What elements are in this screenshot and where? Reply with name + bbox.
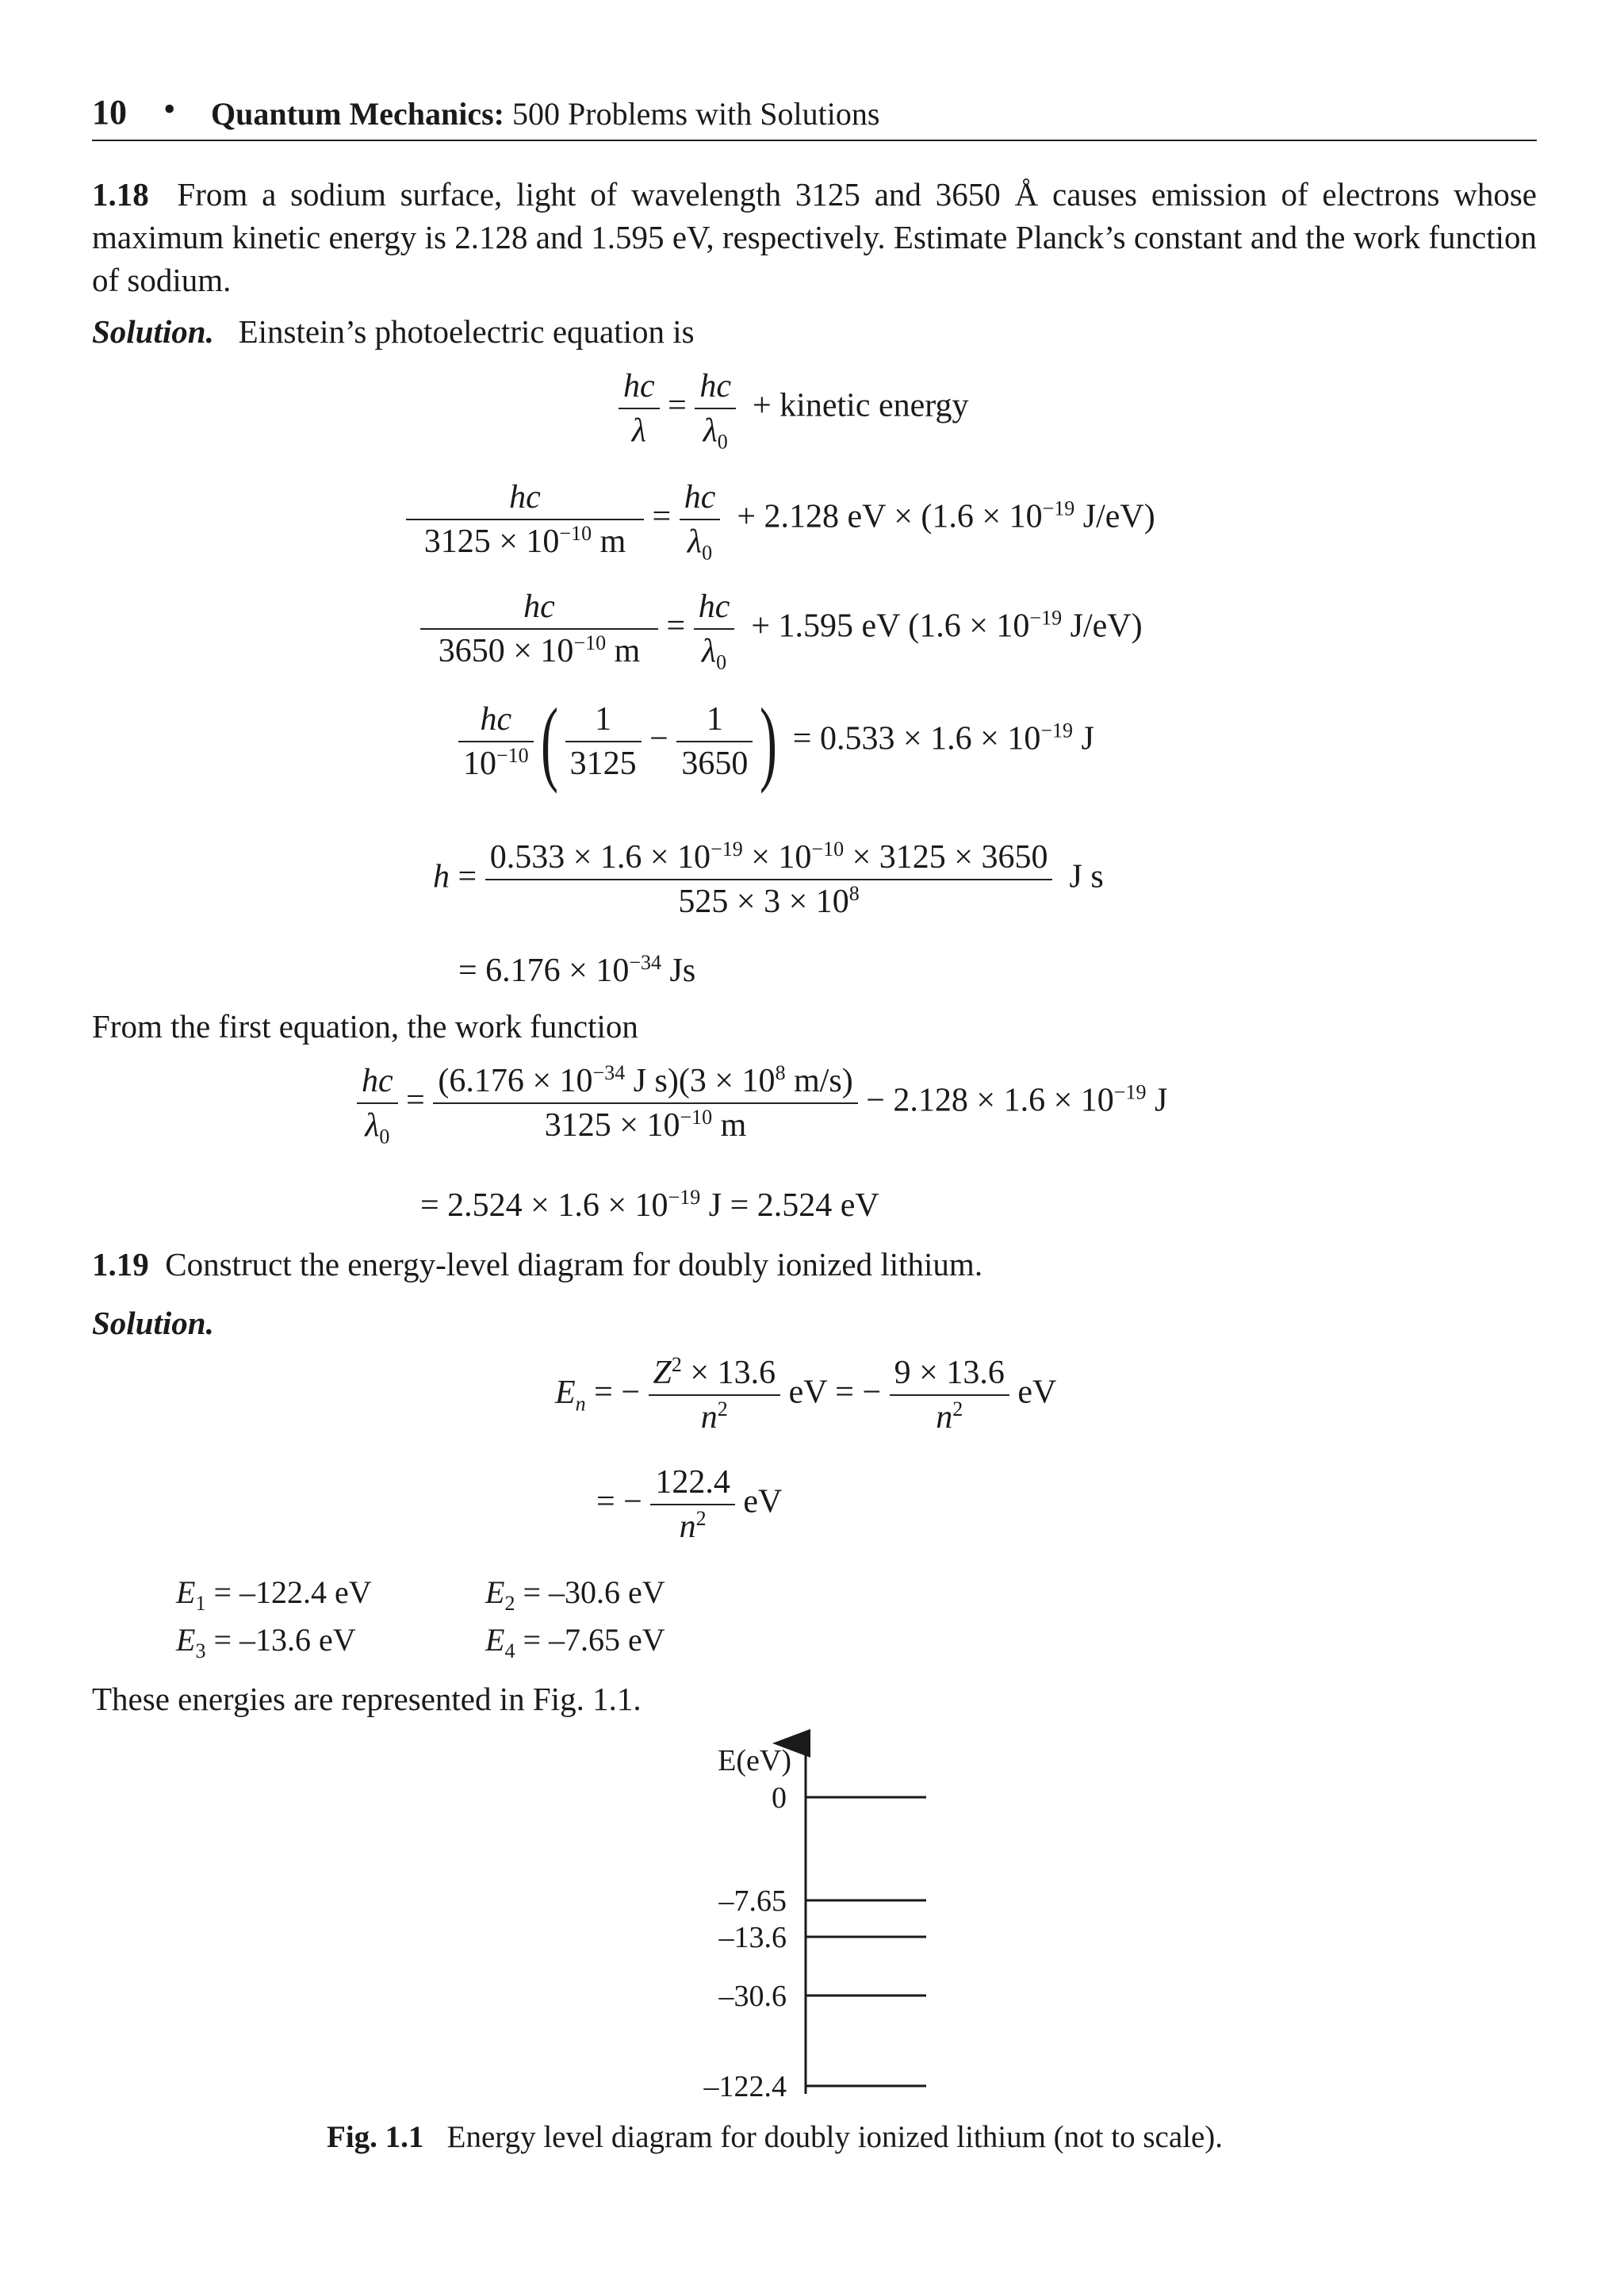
equation-difference: $\frac{hc}{10^{-10}}$ ( $\frac{1}{3125}$ − $\frac{1}{3650}$ ) = $0.533 \times 1.6 \times 10^{-19}$ J [458, 698, 1094, 785]
energy-level-label: –13.6 [718, 1921, 787, 1954]
energy-level-label: –122.4 [703, 2070, 787, 2102]
level-e2: $E_2 = -30.6$ eV [485, 1574, 665, 1615]
level-e1: $E_1 = -122.4$ eV [176, 1574, 372, 1615]
level-e4: $E_4 = -7.65$ eV [485, 1622, 665, 1662]
problem-number: 1.19 [92, 1246, 149, 1282]
running-header [92, 89, 1537, 141]
figure-caption [327, 2119, 1223, 2155]
equation-planck-result: = $6.176 \times 10^{-34}$ Js [458, 951, 696, 989]
equation-3650: $\frac{hc}{3650 \times 10^{-10} m}$ = $\frac{hc}{\lambda_0}$ + 1.595 eV ($1.6 \times 10^{-19}$ J/eV) [420, 585, 1143, 673]
energy-level-label: 0 [772, 1781, 787, 1815]
equation-work-function-result: = $2.524 \times 1.6 \times 10^{-19}$ J = 2.524 eV [420, 1186, 879, 1224]
problem-1-18-statement: 1.18 From a sodium surface, light of wavelength 3125 and 3650 Å causes emission of electrons whose maximum kinetic energy is 2.128 and 1.595 eV, respectively. Estimate Planck’s constant and the work function of sodium. [92, 176, 1537, 298]
conclusion-text: These energies are represented in Fig. 1.1. [92, 1681, 642, 1717]
axis-label: E(eV) [718, 1744, 791, 1777]
header-bullet: • [163, 90, 176, 128]
solution-label: Solution. [92, 313, 214, 350]
solution-label-1-19: Solution. [92, 1305, 214, 1341]
equation-energy-level: $E_n$ = − $\frac{Z^2 \times 13.6}{n^2}$ eV = − $\frac{9 \times 13.6}{n^2}$ eV [555, 1353, 1057, 1436]
figure-label: Fig. 1.1 [327, 2120, 424, 2154]
page-number: 10 [92, 93, 127, 132]
book-title: Quantum Mechanics: 500 Problems with Solutions [211, 96, 880, 132]
equation-work-function: $\frac{hc}{\lambda_0}$ = $\frac{(6.176 \times 10^{-34} J s)(3 \times 10^8 m/s)}{3125 \times 10^{-10} m}$ − $2.128 \times 1.6 \times 10^{-19}$ J [357, 1060, 1167, 1147]
energy-level-label: –30.6 [718, 1980, 787, 2013]
problem-number: 1.18 [92, 176, 149, 213]
levels [703, 1781, 927, 2102]
solution-intro: Solution. Einstein’s photoelectric equation is [92, 313, 695, 350]
energy-level-diagram [682, 1729, 952, 2102]
energy-level-label: –7.65 [718, 1884, 787, 1918]
level-e3: $E_3 = -13.6$ eV [176, 1622, 356, 1662]
equation-3125: $\frac{hc}{3125 \times 10^{-10} m}$ = $\frac{hc}{\lambda_0}$ + 2.128 eV × ($1.6 \times 10^{-19}$ J/eV) [406, 476, 1155, 563]
work-function-intro: From the first equation, the work function [92, 1008, 638, 1045]
figure-caption-text: Energy level diagram for doubly ionized lithium (not to scale). [446, 2120, 1224, 2154]
problem-1-19-statement: 1.19 Construct the energy-level diagram for doubly ionized lithium. [92, 1246, 983, 1282]
equation-photoelectric: $\frac{hc}{\lambda}$ = $\frac{hc}{\lambda_0}$ + kinetic energy [619, 365, 969, 452]
equation-planck: h = $\frac{0.533 \times 1.6 \times 10^{-19} \times 10^{-10} \times 3125 \times 3650}{525 \times 3 \times 10^8}$ J s [433, 838, 1104, 920]
equation-energy-simplified: = − $\frac{122.4}{n^2}$ eV [596, 1461, 782, 1548]
